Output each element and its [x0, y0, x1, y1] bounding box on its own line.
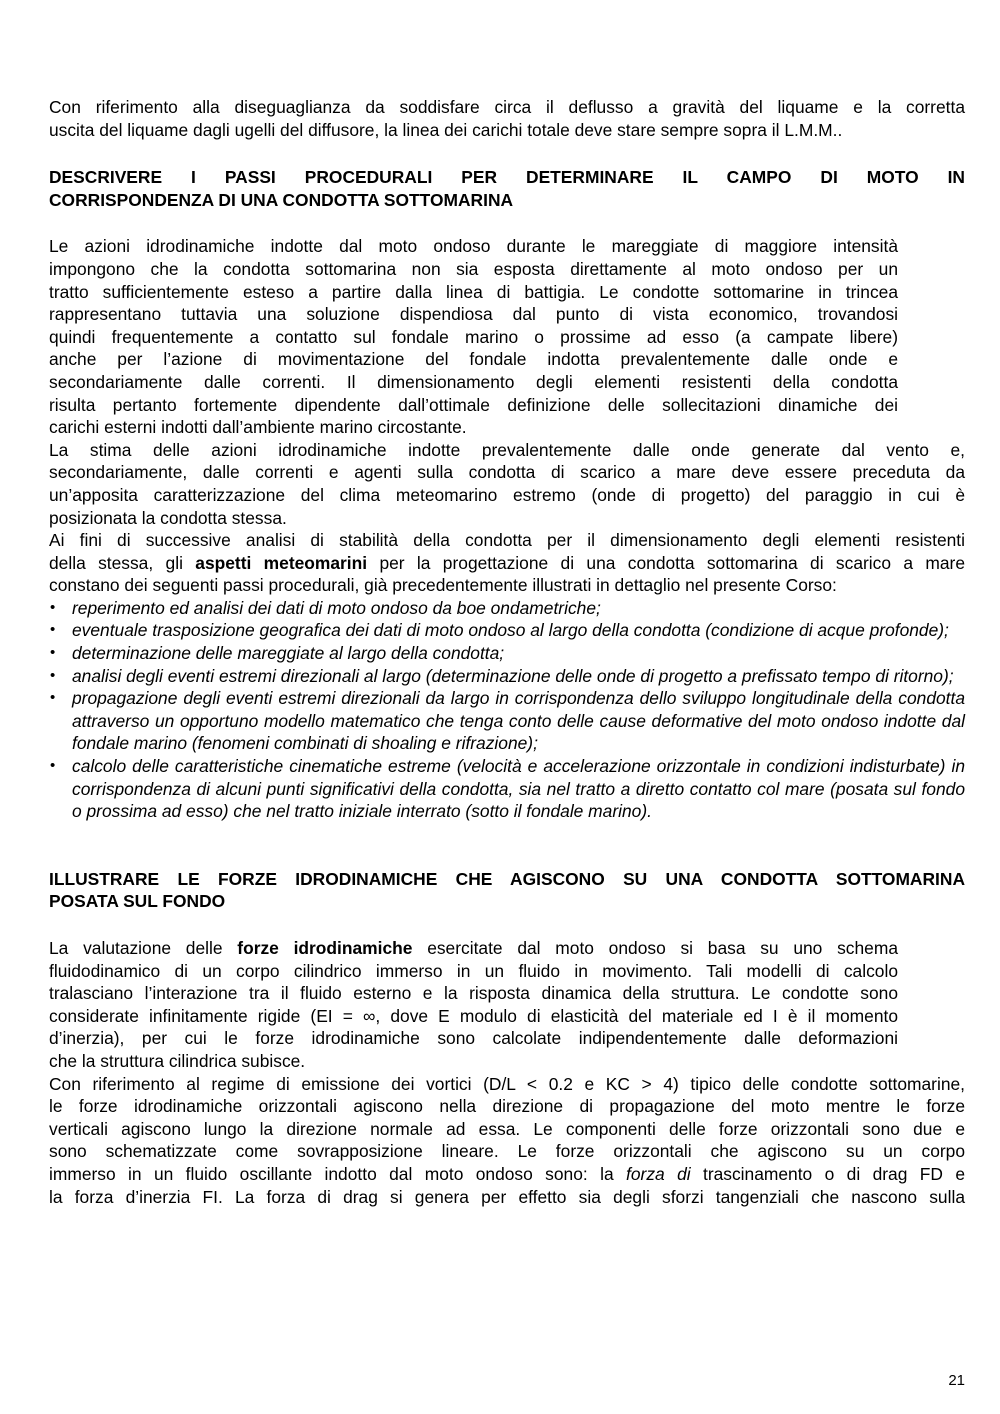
bullet-icon: • [50, 598, 56, 616]
paragraph-line: la forza d’inerzia FI. La forza di drag si genera per effetto sia degli sforzi tangenziali che nascono sulla [49, 1186, 965, 1207]
list-item [49, 687, 965, 755]
paragraph-line: impongono che la condotta sottomarina non sia esposta direttamente al moto ondoso per un [49, 258, 898, 279]
list-item [49, 755, 965, 823]
paragraph-line: La stima delle azioni idrodinamiche indotte prevalentemente dalle onde generate dal vento e, [49, 439, 965, 460]
italic-term-forza-di: forza di [626, 1163, 691, 1184]
paragraph-line: rappresentano tuttavia una soluzione dispendiosa dal punto di vista economico, trovandosi [49, 304, 898, 325]
paragraph-line: d’inerzia), per cui le forze idrodinamiche sono calcolate indipendentemente dalle deformazioni [49, 1028, 898, 1049]
paragraph-line: tralasciano l’interazione tra il fluido esterno e la risposta dinamica della struttura. Le condotte sono [49, 983, 898, 1004]
page-content [49, 96, 965, 1208]
paragraph-line: quindi frequentemente a contatto sul fondale marino o prossime ad esso (a campate libere) [49, 326, 898, 347]
bullet-icon: • [50, 757, 56, 775]
paragraph-line: sono schematizzate come sovrapposizione lineare. Le forze orizzontali che agiscono su un corpo [49, 1141, 965, 1162]
paragraph-line: fluidodinamico di un corpo cilindrico immerso in un fluido in movimento. Tali modelli di calcolo [49, 960, 898, 981]
intro-line-1: Con riferimento alla diseguaglianza da soddisfare circa il deflusso a gravità del liquame e la corretta [49, 97, 965, 117]
paragraph-line: secondariamente, dalle correnti e agenti sulla condotta di scarico a mare deve essere preceduta da [49, 462, 965, 483]
section2-paragraph-1 [49, 937, 898, 1073]
list-item-text: analisi degli eventi estremi direzionali al largo (determinazione delle onde di progetto a prefissato tempo di ritorno); [72, 665, 954, 686]
list-item-text: propagazione degli eventi estremi direzionali da largo in corrispondenza dello sviluppo longitudinale della condotta attraverso un opportuno modello matematico che tenga conto delle cause deformative del moto ondoso indotte dal fondale marino (fenomeni combinati di shoaling e rifrazione); [72, 688, 965, 754]
list-item-text: calcolo delle caratteristiche cinematiche estreme (velocità e accelerazione orizzontale in condizioni indisturbate) in corrispondenza di alcuni punti significativi della condotta, sia nel tratto a diretto contatto col mare (posata sul fondo o prossima ad esso) che nel tratto iniziale interrato (sotto il fondale marino). [72, 756, 965, 822]
paragraph-line [49, 1163, 965, 1186]
list-item-text: reperimento ed analisi dei dati di moto ondoso da boe ondametriche; [72, 597, 601, 618]
paragraph-line: carichi esterni indotti dall’ambiente marino circostante. [49, 417, 467, 438]
bullet-icon: • [50, 621, 56, 639]
text-span: trascinamento o di drag FD e [690, 1163, 965, 1184]
list-item [49, 665, 965, 688]
section1-paragraph-3 [49, 529, 965, 597]
section2-heading-line-2: POSATA SUL FONDO [49, 891, 226, 912]
bold-term-aspetti-meteomarini: aspetti meteomarini [195, 552, 368, 573]
text-span: della stessa, gli [49, 552, 196, 573]
procedure-steps-list [49, 597, 965, 823]
paragraph-line: Le azioni idrodinamiche indotte dal moto ondoso durante le mareggiate di maggiore intensità [49, 236, 898, 257]
bold-term-forze-idrodinamiche: forze idrodinamiche [237, 938, 413, 958]
paragraph-line: constano dei seguenti passi procedurali, già precedentemente illustrati in dettaglio nel presente Corso: [49, 575, 837, 596]
paragraph-line: verticali agiscono lungo la direzione normale ad essa. Le componenti delle forze orizzontali sono due e [49, 1118, 965, 1139]
paragraph-line: Ai fini di successive analisi di stabilità della condotta per il dimensionamento degli elementi resistenti [49, 530, 965, 551]
paragraph-line: secondariamente dalle correnti. Il dimensionamento degli elementi resistenti della condotta [49, 371, 898, 392]
bullet-icon: • [50, 666, 56, 684]
section1-paragraph-2 [49, 439, 965, 529]
paragraph-line [49, 937, 898, 960]
section2-heading-line-1: ILLUSTRARE LE FORZE IDRODINAMICHE CHE AGISCONO SU UNA CONDOTTA SOTTOMARINA [49, 868, 965, 889]
paragraph-line [49, 552, 965, 575]
bullet-icon: • [50, 689, 56, 707]
list-item-text: eventuale trasposizione geografica dei dati di moto ondoso al largo della condotta (condizione di acque profonde); [72, 620, 949, 641]
paragraph-line: anche per l’azione di movimentazione del fondale indotta prevalentemente dalle onde e [49, 349, 898, 370]
bullet-icon: • [50, 644, 56, 662]
list-item [49, 619, 965, 642]
paragraph-line: tratto sufficientemente esteso a partire dalla linea di battigia. Le condotte sottomarine in trincea [49, 281, 898, 302]
paragraph-line: posizionata la condotta stessa. [49, 507, 287, 528]
list-item [49, 597, 965, 620]
paragraph-line: un’apposita caratterizzazione del clima meteomarino estremo (onde di progetto) del paraggio in cui è [49, 484, 965, 505]
paragraph-line: considerate infinitamente rigide (EI = ∞, dove E modulo di elasticità del materiale ed I è il momento [49, 1005, 898, 1026]
intro-line-2: uscita del liquame dagli ugelli del diffusore, la linea dei carichi totale deve stare sempre sopra il L.M.M.. [49, 119, 843, 140]
section2-paragraph-2 [49, 1073, 965, 1209]
paragraph-line: le forze idrodinamiche orizzontali agiscono nella direzione di propagazione del moto mentre le forze [49, 1096, 965, 1117]
paragraph-line: Con riferimento al regime di emissione dei vortici (D/L < 0.2 e KC > 4) tipico delle condotte sottomarine, [49, 1073, 965, 1094]
page-number: 21 [948, 1372, 965, 1389]
section1-paragraph-1 [49, 235, 898, 438]
section1-heading-line-1: DESCRIVERE I PASSI PROCEDURALI PER DETERMINARE IL CAMPO DI MOTO IN [49, 167, 965, 188]
list-item-text: determinazione delle mareggiate al largo della condotta; [72, 643, 505, 664]
text-span: esercitate dal moto ondoso si basa su uno schema [412, 938, 898, 958]
section1-heading-line-2: CORRISPONDENZA DI UNA CONDOTTA SOTTOMARINA [49, 189, 514, 210]
text-span: per la progettazione di una condotta sottomarina di scarico a mare [367, 552, 966, 573]
paragraph-line: che la struttura cilindrica subisce. [49, 1050, 306, 1071]
text-span: immerso in un fluido oscillante indotto dal moto ondoso sono: la [49, 1163, 627, 1184]
text-span: La valutazione delle [49, 938, 238, 958]
list-item [49, 642, 965, 665]
paragraph-line: risulta pertanto fortemente dipendente dall’ottimale definizione delle sollecitazioni dinamiche dei [49, 394, 898, 415]
